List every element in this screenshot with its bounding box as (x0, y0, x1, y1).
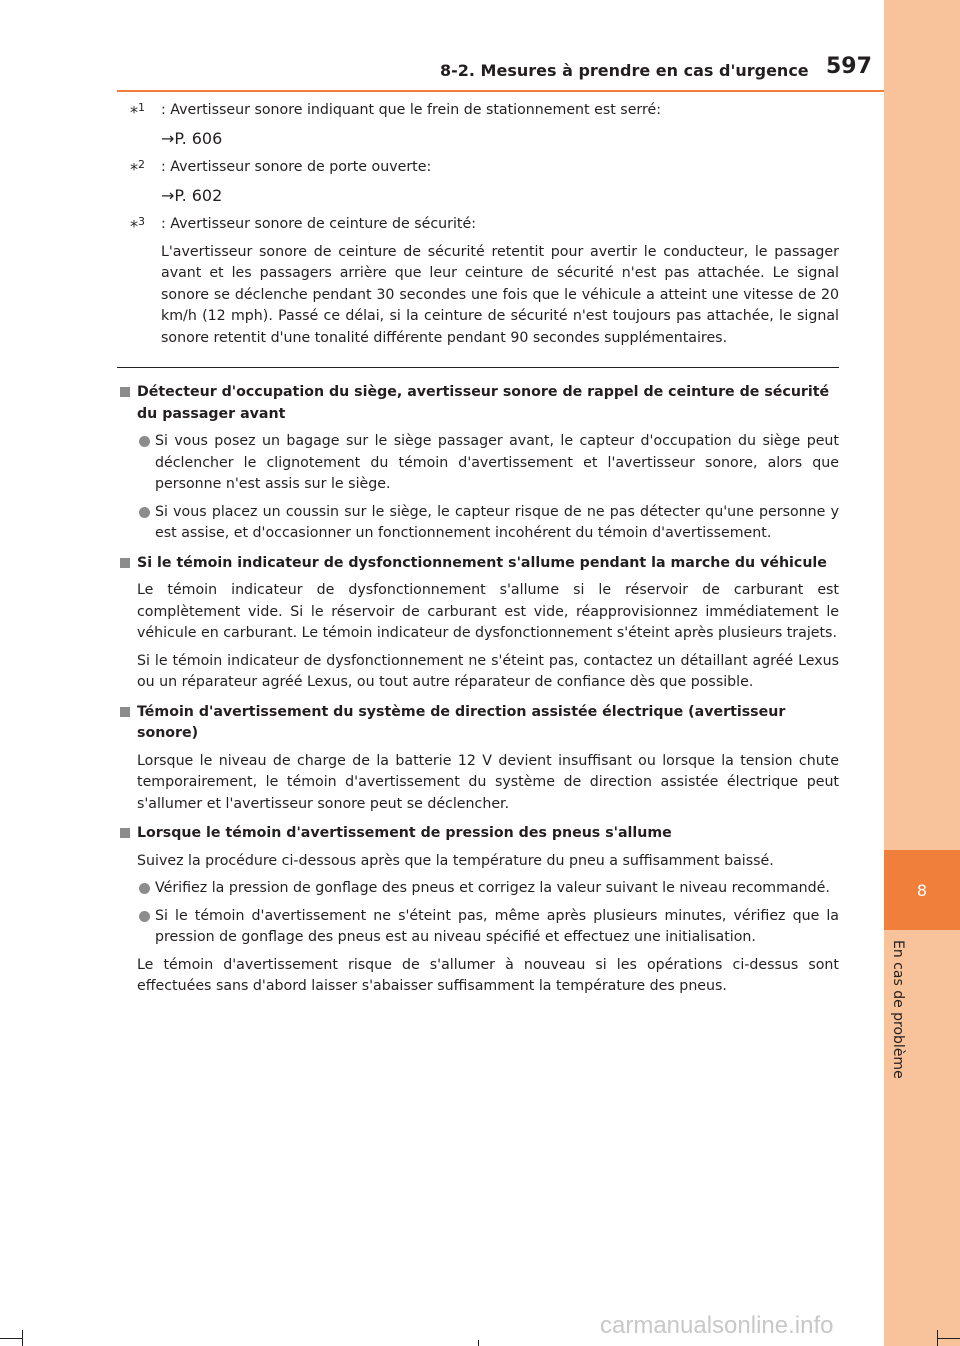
crop-mark (478, 1340, 479, 1346)
list-item: Si vous placez un coussin sur le siège, le capteur risque de ne pas détecter qu'une personne y est assise, et d'occasionner un fonctionnement incohérent du témoin d'avertissement. (117, 502, 839, 545)
watermark: carmanualsonline.info (600, 1312, 834, 1339)
footnote-mark: *$^3$ (130, 215, 145, 236)
page-content (117, 100, 839, 1004)
footnote-mark: *$^2$ (130, 158, 145, 179)
footnote-text: : Avertisseur sonore de ceinture de sécurité: (161, 216, 476, 232)
circle-bullet-icon (139, 911, 150, 922)
list-item: Vérifiez la pression de gonflage des pneus et corrigez la valeur suivant le niveau recommandé. (117, 878, 839, 900)
paragraph: Le témoin d'avertissement risque de s'allumer à nouveau si les opérations ci-dessus sont effectuées sans d'abord laisser s'abaisser suffisamment la température des pneus. (137, 956, 839, 994)
footnote-1 (117, 100, 839, 122)
footnote-mark: *$^1$ (130, 101, 145, 122)
footnote-body: L'avertisseur sonore de ceinture de sécurité retentit pour avertir le conducteur, le passager avant et les passagers arrière que leur ceinture de sécurité n'est pas attachée. Le signal sonore se déclenche pendant 30 secondes une fois que le véhicule a atteint une vitesse de 20 km/h (12 mph). Passé ce délai, si la ceinture de sécurité n'est toujours pas attachée, le signal sonore retentit d'une tonalité différente pendant 90 secondes supplémentaires. (161, 243, 839, 346)
footnote-text: : Avertisseur sonore indiquant que le frein de stationnement est serré: (161, 102, 662, 118)
circle-bullet-icon (139, 883, 150, 894)
chapter-number: 8 (916, 880, 928, 900)
page-reference-link[interactable]: →P. 602 (161, 185, 223, 205)
page-reference-link[interactable]: →P. 606 (161, 128, 223, 148)
square-bullet-icon (120, 387, 130, 397)
square-bullet-icon (120, 828, 130, 838)
paragraph: Lorsque le niveau de charge de la batterie 12 V devient insuffisant ou lorsque la tension chute temporairement, le témoin d'avertissement du système de direction assistée électrique peut s'allumer et l'avertisseur sonore peut se déclencher. (137, 752, 839, 812)
section-title: 8-2. Mesures à prendre en cas d'urgence (440, 61, 809, 80)
header-rule (117, 90, 884, 92)
chapter-number-tab (884, 850, 960, 930)
paragraph: Suivez la procédure ci-dessous après que la température du pneu a suffisamment baissé. (137, 852, 774, 869)
paragraph: Le témoin indicateur de dysfonctionnement s'allume si le réservoir de carburant est complètement vide. Si le réservoir de carburant est vide, réapprovisionnez immédiatement le véhicule en carburant. Le témoin indicateur de dysfonctionnement s'éteint après plusieurs trajets. (137, 582, 839, 641)
square-bullet-icon (120, 707, 130, 717)
chapter-label: En cas de problème (890, 940, 906, 1079)
footnote-3 (117, 214, 839, 236)
footnote-2 (117, 157, 839, 179)
crop-mark (938, 1338, 960, 1339)
crop-mark (22, 1330, 23, 1346)
crop-mark (937, 1330, 938, 1346)
section-heading: Détecteur d'occupation du siège, avertisseur sonore de rappel de ceinture de sécurité du passager avant (117, 382, 839, 425)
section-divider (117, 367, 839, 368)
chapter-sidebar (884, 0, 960, 1346)
section-heading: Témoin d'avertissement du système de direction assistée électrique (avertisseur sonore) (117, 702, 839, 745)
page-number: 597 (826, 54, 872, 79)
footnote-text: : Avertisseur sonore de porte ouverte: (161, 159, 432, 175)
circle-bullet-icon (139, 436, 150, 447)
crop-mark (0, 1338, 22, 1339)
list-item: Si le témoin d'avertissement ne s'éteint pas, même après plusieurs minutes, vérifiez que la pression de gonflage des pneus est au niveau spécifié et effectuez une initialisation. (117, 906, 839, 949)
list-item: Si vous posez un bagage sur le siège passager avant, le capteur d'occupation du siège peut déclencher le clignotement du témoin d'avertissement et l'avertisseur sonore, alors que personne n'est assis sur le siège. (117, 431, 839, 496)
section-heading: Si le témoin indicateur de dysfonctionnement s'allume pendant la marche du véhicule (117, 553, 839, 575)
paragraph: Si le témoin indicateur de dysfonctionnement ne s'éteint pas, contactez un détaillant agréé Lexus ou un réparateur agréé Lexus, ou tout autre réparateur de confiance dès que possible. (137, 652, 839, 690)
section-heading: Lorsque le témoin d'avertissement de pression des pneus s'allume (117, 823, 839, 845)
circle-bullet-icon (139, 507, 150, 518)
square-bullet-icon (120, 558, 130, 568)
